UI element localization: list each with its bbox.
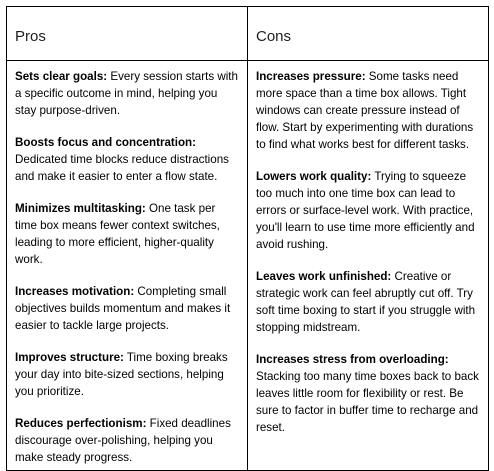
pro-item-text: Fixed deadlines discourage over-polishing, helping you make steady progress.: [15, 417, 231, 464]
con-item-title: Lowers work quality:: [256, 170, 372, 183]
pro-item: [15, 415, 239, 466]
con-item-text: Trying to squeeze too much into one time box can lead to errors or surface-level work. With practice, you'll learn to use time more efficiently and avoid rushing.: [256, 170, 475, 251]
con-item: [256, 268, 480, 336]
pro-item: [15, 200, 239, 268]
pro-item: [15, 68, 239, 119]
pro-item-text: Time boxing breaks your day into bite-sized sections, helping you prioritize.: [15, 351, 228, 398]
pro-item: [15, 283, 239, 334]
pro-item-title: Boosts focus and concentration:: [15, 136, 197, 149]
pro-item-title: Minimizes multitasking:: [15, 202, 146, 215]
header-row: [7, 7, 489, 61]
con-item-title: Increases stress from overloading:: [256, 353, 449, 366]
pro-item-title: Increases motivation:: [15, 285, 135, 298]
pro-item-text: Completing small objectives builds momentum and makes it easier to tackle large projects.: [15, 285, 231, 332]
pro-item-text: Dedicated time blocks reduce distractions and make it easier to enter a flow state.: [15, 153, 229, 183]
pro-item-text: Every session starts with a specific outcome in mind, helping you stay purpose-driven.: [15, 70, 238, 117]
pros-cons-table-container: [6, 6, 488, 464]
pros-header: Pros: [7, 7, 248, 61]
pro-item: [15, 349, 239, 400]
pro-item-text: One task per time box means fewer context switches, leading to more efficient, higher-quality work.: [15, 202, 220, 266]
pro-item: [15, 134, 239, 185]
pros-cons-table: [6, 6, 489, 471]
con-item-title: Increases pressure:: [256, 70, 366, 83]
con-item-text: Stacking too many time boxes back to back leaves little room for flexibility or rest. Be sure to factor in buffer time to recharge and reset.: [256, 370, 479, 434]
content-row: [7, 61, 489, 471]
con-item-title: Leaves work unfinished:: [256, 270, 392, 283]
pro-item-title: Reduces perfectionism:: [15, 417, 147, 430]
pros-cell: [7, 61, 248, 471]
cons-header: Cons: [248, 7, 489, 61]
con-item: [256, 68, 480, 153]
pro-item-title: Improves structure:: [15, 351, 124, 364]
pro-item-title: Sets clear goals:: [15, 70, 108, 83]
con-item: [256, 351, 480, 436]
con-item: [256, 168, 480, 253]
con-item-text: Creative or strategic work can feel abruptly cut off. Try soft time boxing to start if you struggle with stopping midstream.: [256, 270, 476, 334]
con-item-text: Some tasks need more space than a time box allows. Tight windows can create pressure instead of flow. Start by experimenting with durations to find what works best for different tasks.: [256, 70, 474, 151]
cons-cell: [248, 61, 489, 471]
